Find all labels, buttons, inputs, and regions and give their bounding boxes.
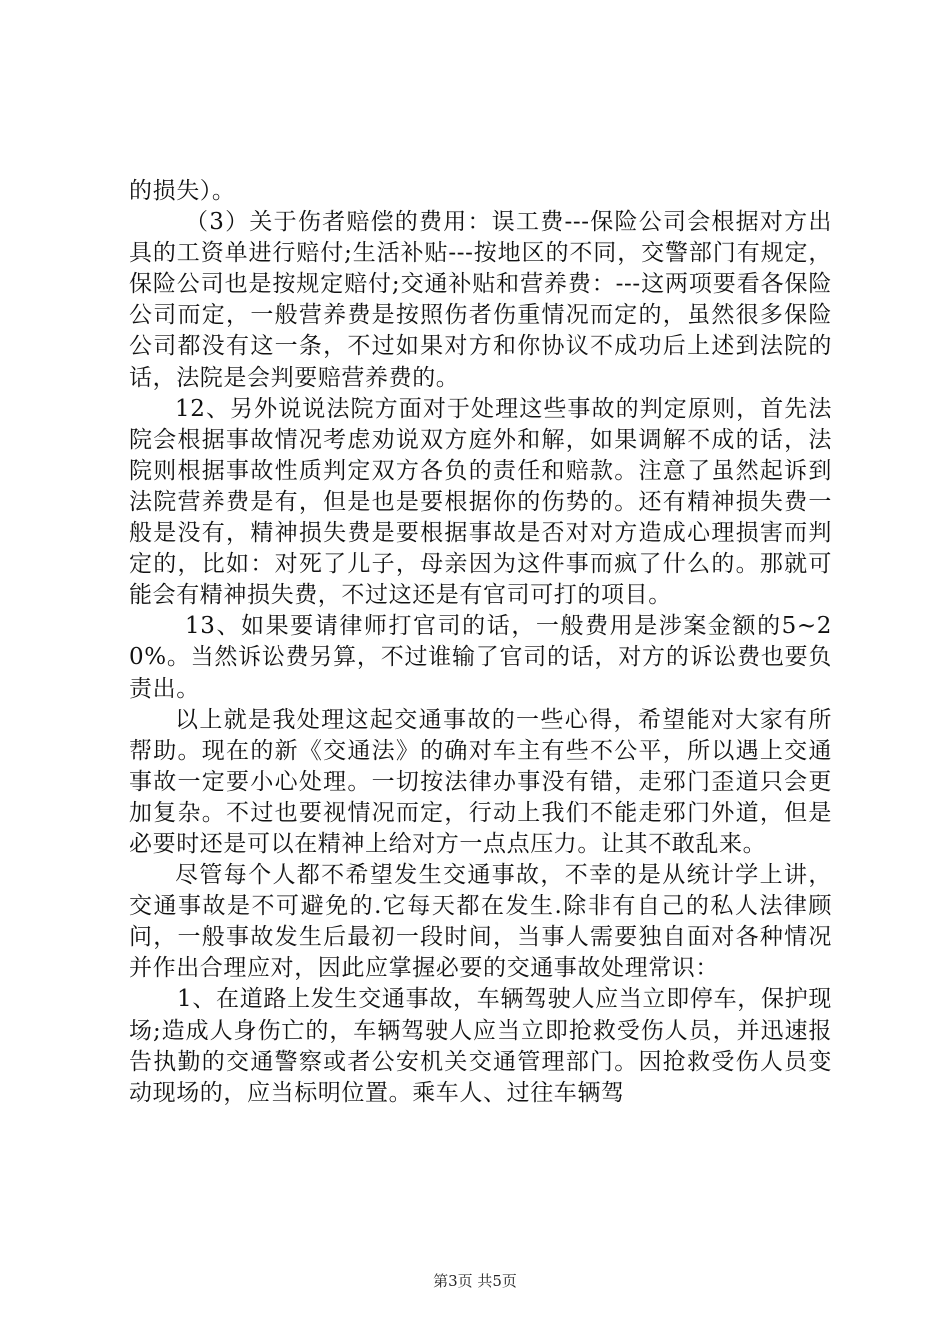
document-body (129, 176, 832, 1109)
paragraph-item-1: 1、在道路上发生交通事故，车辆驾驶人应当立即停车，保护现场;造成人身伤亡的，车辆驾驶人应当立即抢救受伤人员，并迅速报告执勤的交通警察或者公安机关交通管理部门。因抢救受伤人员变动现场的，应当标明位置。乘车人、过往车辆驾 (129, 986, 832, 1106)
paragraph-injury-compensation: （3）关于伤者赔偿的费用：误工费---保险公司会根据对方出具的工资单进行赔付;生活补贴---按地区的不同，交警部门有规定，保险公司也是按规定赔付;交通补贴和营养费：---这两项要看各保险公司而定，一般营养费是按照伤者伤重情况而定的，虽然很多保险公司都没有这一条，不过如果对方和你协议不成功后上述到法院的话，法院是会判要赔营养费的。 (129, 209, 832, 391)
page-number-footer: 第3页 共5页 (433, 1272, 517, 1290)
paragraph-lawyer-fees: 13、如果要请律师打官司的话，一般费用是涉案金额的5~20%。当然诉讼费另算，不过谁输了官司的话，对方的诉讼费也要负责出。 (129, 613, 832, 702)
paragraph-continuation: 的损失）。 (129, 178, 236, 204)
paragraph-summary: 以上就是我处理这起交通事故的一些心得，希望能对大家有所帮助。现在的新《交通法》的确对车主有些不公平，所以遇上交通事故一定要小心处理。一切按法律办事没有错，走邪门歪道只会更加复杂。不过也要视情况而定，行动上我们不能走邪门外道，但是必要时还是可以在精神上给对方一点点压力。让其不敢乱来。 (129, 706, 832, 857)
paragraph-court-principles: 12、另外说说法院方面对于处理这些事故的判定原则，首先法院会根据事故情况考虑劝说双方庭外和解，如果调解不成的话，法院则根据事故性质判定双方各负的责任和赔款。注意了虽然起诉到法院营养费是有，但是也是要根据你的伤势的。还有精神损失费一般是没有，精神损失费是要根据事故是否对对方造成心理损害而判定的，比如：对死了儿子，母亲因为这件事而疯了什么的。那就可能会有精神损失费，不过这还是有官司可打的项目。 (129, 395, 832, 609)
paragraph-common-knowledge: 尽管每个人都不希望发生交通事故，不幸的是从统计学上讲，交通事故是不可避免的.它每天都在发生.除非有自己的私人法律顾问，一般事故发生后最初一段时间，当事人需要独自面对各种情况并作出合理应对，因此应掌握必要的交通事故处理常识： (129, 862, 832, 982)
